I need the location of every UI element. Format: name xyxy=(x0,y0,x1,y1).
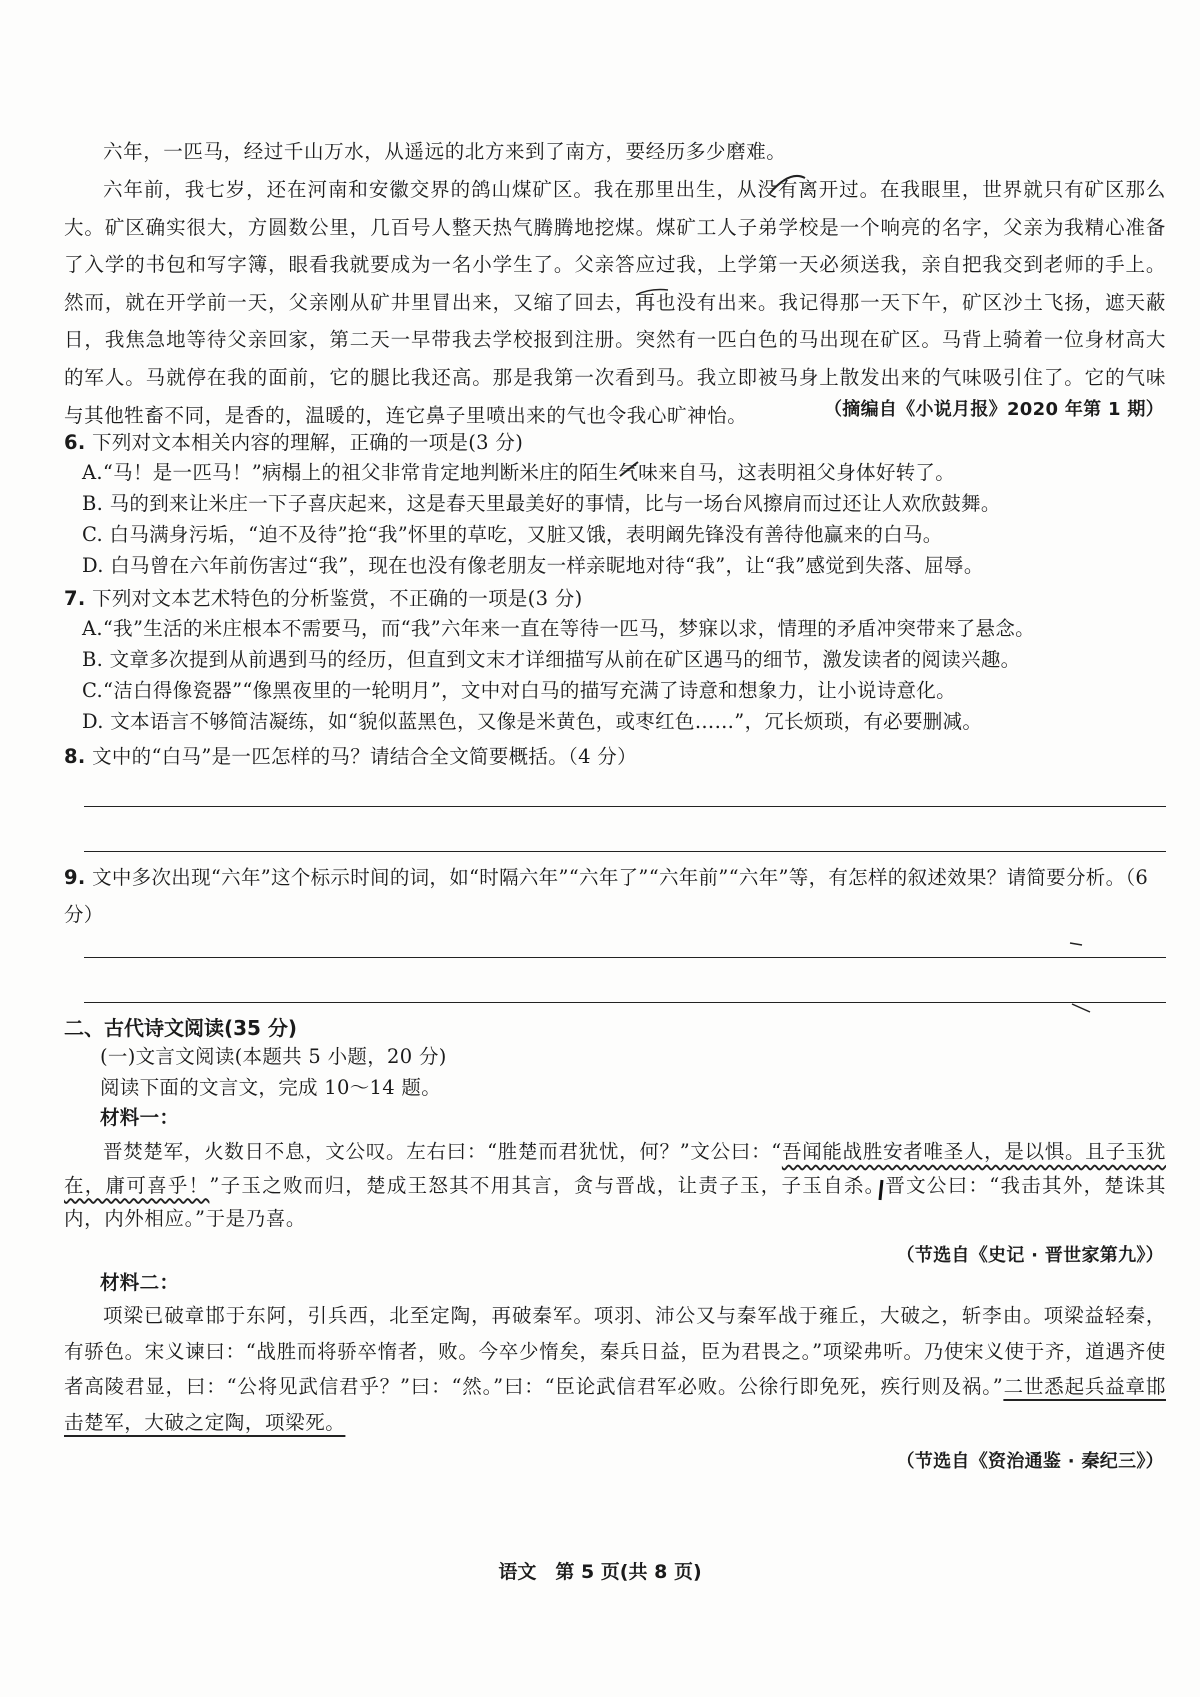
q7-option-a: A.“我”生活的米庄根本不需要马，而“我”六年来一直在等待一匹马，梦寐以求，情理的矛盾冲突带来了悬念。 xyxy=(82,617,1035,640)
material-1-text-pre: 晋焚楚军，火数日不息，文公叹。左右曰：“胜楚而君犹忧，何？”文公曰：“ xyxy=(103,1140,782,1163)
question-stem: 下列对文本艺术特色的分析鉴赏，不正确的一项是(3 分) xyxy=(92,587,583,610)
material-1-text-post: ”子玉之败而归，楚成王怒其不用其言，贪与晋战，让责子玉，子玉自杀。晋文公曰：“我击其外，楚诛其内，内外相应。”于是乃喜。 xyxy=(64,1173,1167,1230)
material-1-source: （节选自《史记 · 晋世家第九》） xyxy=(896,1245,1164,1266)
question-stem: 下列对文本相关内容的理解，正确的一项是(3 分) xyxy=(92,431,524,454)
material-1-underlined-sentence: 吾闻能战胜安者唯圣人，是以惧。且子玉犹在，庸可喜乎！ xyxy=(64,1140,1166,1197)
subsection-title: (一)文言文阅读(本题共 5 小题，20 分) xyxy=(100,1045,447,1068)
q7-option-c: C.“洁白得像瓷器”“像黑夜里的一轮明月”，文中对白马的描写充满了诗意和想象力，让小说诗意化。 xyxy=(82,679,956,702)
q6-option-d: D. 白马曾在六年前伤害过“我”，现在也没有像老朋友一样亲昵地对待“我”，让“我”感觉到失落、屈辱。 xyxy=(82,554,984,577)
material-2-underlined-sentence: 二世悉起兵益章邯击楚军，大破之定陶，项梁死。 xyxy=(64,1375,1166,1434)
question-number: 7. xyxy=(64,587,86,610)
material-2-label: 材料二： xyxy=(100,1271,180,1294)
material-2-text-pre: 项梁已破章邯于东阿，引兵西，北至定陶，再破秦军。项羽、沛公又与秦军战于雍丘，大破之，斩李由。项梁益轻秦，有骄色。宋义谏曰：“战胜而将骄卒惰者，败。今卒少惰矣，秦兵日益，臣为君畏之。”项梁弗听。乃使宋义使于齐，道遇齐使者高陵君显，曰：“公将见武信君乎？”曰：“然。”曰：“臣论武信君军必败。公徐行即免死，疾行则及祸。” xyxy=(64,1304,1166,1398)
question-number: 6. xyxy=(64,431,86,454)
question-stem: 文中的“白马”是一匹怎样的马？请结合全文简要概括。（4 分） xyxy=(92,745,637,768)
question-number: 9. xyxy=(64,866,86,889)
material-1-label: 材料一： xyxy=(100,1106,180,1129)
q6-option-a: A.“马！是一匹马！”病榻上的祖父非常肯定地判断米庄的陌生气味来自马，这表明祖父身体好转了。 xyxy=(82,461,956,484)
q7-option-d: D. 文本语言不够简洁凝练，如“貌似蓝黑色，又像是米黄色，或枣红色……”，冗长烦琐，有必要删减。 xyxy=(82,710,983,733)
question-stem: 文中多次出现“六年”这个标示时间的词，如“时隔六年”“六年了”“六年前”“六年”等，有怎样的叙述效果？请简要分析。（6 分） xyxy=(64,866,1149,926)
q6-option-c: C. 白马满身污垢，“迫不及待”抢“我”怀里的草吃，又脏又饿，表明阚先锋没有善待他赢来的白马。 xyxy=(82,523,943,546)
page-footer: 语文 第 5 页(共 8 页) xyxy=(498,1561,702,1583)
material-2-source: （节选自《资治通鉴 · 秦纪三》） xyxy=(896,1451,1164,1472)
section-2-title: 二、古代诗文阅读(35 分) xyxy=(64,1016,298,1040)
question-number: 8. xyxy=(64,745,86,768)
passage-paragraph-1: 六年，一匹马，经过千山万水，从遥远的北方来到了南方，要经历多少磨难。 xyxy=(103,140,787,163)
passage-paragraph-2: 六年前，我七岁，还在河南和安徽交界的鸽山煤矿区。我在那里出生，从没有离开过。在我眼里，世界就只有矿区那么大。矿区确实很大，方圆数公里，几百号人整天热气腾腾地挖煤。煤矿工人子弟学校是一个响亮的名字，父亲为我精心准备了入学的书包和写字簿，眼看我就要成为一名小学生了。父亲答应过我，上学第一天必须送我，亲自把我交到老师的手上。然而，就在开学前一天，父亲刚从矿井里冒出来，又缩了回去，再也没有出来。我记得那一天下午，矿区沙土飞扬，遮天蔽日，我焦急地等待父亲回家，第二天一早带我去学校报到注册。突然有一匹白色的马出现在矿区。马背上骑着一位身材高大的军人。马就停在我的面前，它的腿比我还高。那是我第一次看到马。我立即被马身上散发出来的气味吸引住了。它的气味与其他牲畜不同，是香的，温暖的，连它鼻子里喷出来的气也令我心旷神怡。 xyxy=(64,178,1166,427)
q6-option-b: B. 马的到来让米庄一下子喜庆起来，这是春天里最美好的事情，比与一场台风擦肩而过还让人欢欣鼓舞。 xyxy=(82,492,1001,515)
passage-source: （摘编自《小说月报》2020 年第 1 期） xyxy=(823,399,1164,420)
reading-instruction: 阅读下面的文言文，完成 10～14 题。 xyxy=(100,1076,442,1099)
q7-option-b: B. 文章多次提到从前遇到马的经历，但直到文末才详细描写从前在矿区遇马的细节，激发读者的阅读兴趣。 xyxy=(82,648,1021,671)
